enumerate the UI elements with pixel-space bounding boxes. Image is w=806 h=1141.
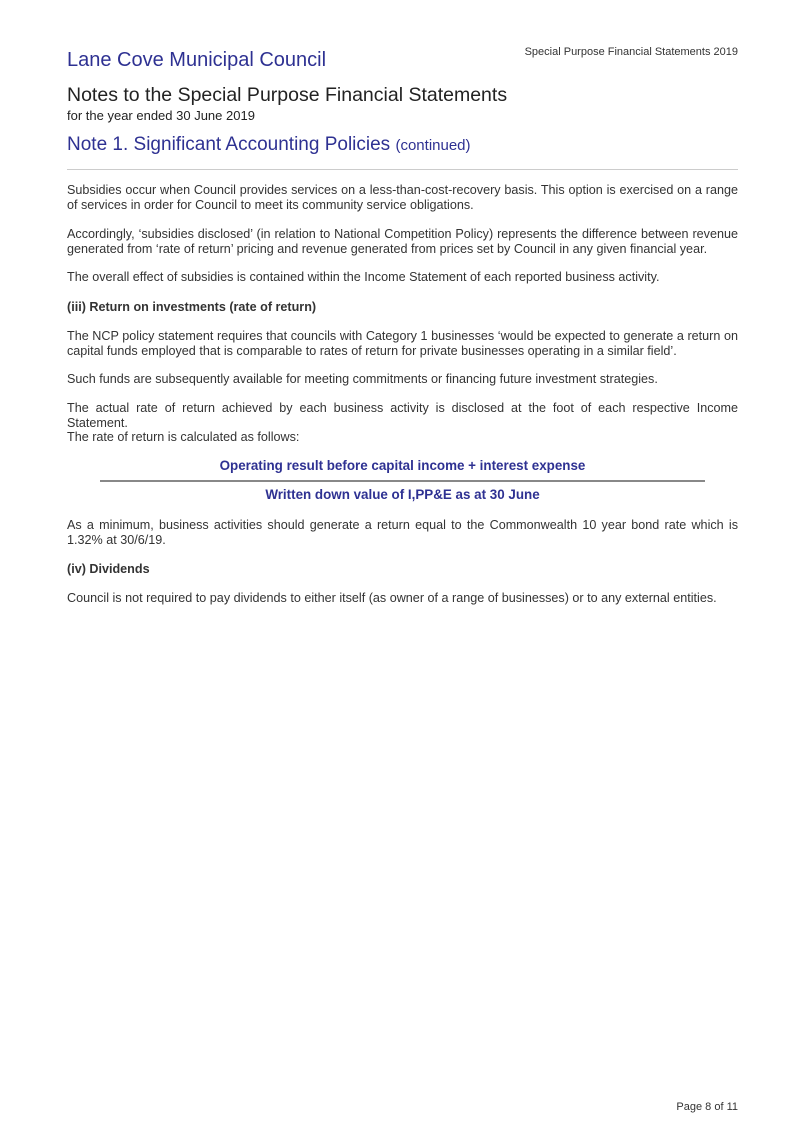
- paragraph-subsidies: Subsidies occur when Council provides services on a less-than-cost-recovery basis. This option is exercised on a range of services in order for Council to meet its community service obligations.: [67, 183, 738, 212]
- paragraph-funds: Such funds are subsequently available for meeting commitments or financing future investment strategies.: [67, 372, 658, 386]
- page-number: Page 8 of 11: [676, 1101, 738, 1113]
- heading-return-on-investments: (iii) Return on investments (rate of return): [67, 300, 317, 314]
- heading-dividends: (iv) Dividends: [67, 562, 150, 576]
- page-subtitle: for the year ended 30 June 2019: [67, 108, 255, 123]
- paragraph-overall-effect: The overall effect of subsidies is contained within the Income Statement of each reported business activity.: [67, 270, 660, 284]
- note-heading: [67, 134, 471, 156]
- formula-numerator: Operating result before capital income + interest expense: [219, 458, 586, 473]
- page-title: Notes to the Special Purpose Financial Statements: [67, 84, 508, 106]
- formula-denominator: Written down value of I,PP&E as at 30 June: [265, 487, 540, 502]
- paragraph-minimum-return: As a minimum, business activities should generate a return equal to the Commonwealth 10 year bond rate which is 1.32% at 30/6/19.: [67, 518, 738, 547]
- paragraph-dividends: Council is not required to pay dividends to either itself (as owner of a range of businesses) or to any external entities.: [67, 591, 717, 605]
- formula-divider: [100, 480, 705, 482]
- header-divider: [67, 169, 738, 170]
- paragraph-calculation: The rate of return is calculated as follows:: [67, 430, 300, 444]
- note-title: Note 1. Significant Accounting Policies: [67, 134, 391, 155]
- paragraph-accordingly: Accordingly, ‘subsidies disclosed’ (in relation to National Competition Policy) represents the difference between revenue generated from ‘rate of return’ pricing and revenue generated from prices set by Council in any given financial year.: [67, 227, 738, 256]
- note-continued-label: (continued): [395, 137, 471, 154]
- paragraph-actual-rate: The actual rate of return achieved by each business activity is disclosed at the foot of each respective Income Statement.: [67, 401, 738, 430]
- statement-label: Special Purpose Financial Statements 2019: [524, 46, 738, 58]
- paragraph-ncp-policy: The NCP policy statement requires that councils with Category 1 businesses ‘would be expected to generate a return on capital funds employed that is comparable to rates of return for private businesses operating in a similar field’.: [67, 329, 738, 358]
- council-name: Lane Cove Municipal Council: [67, 49, 327, 71]
